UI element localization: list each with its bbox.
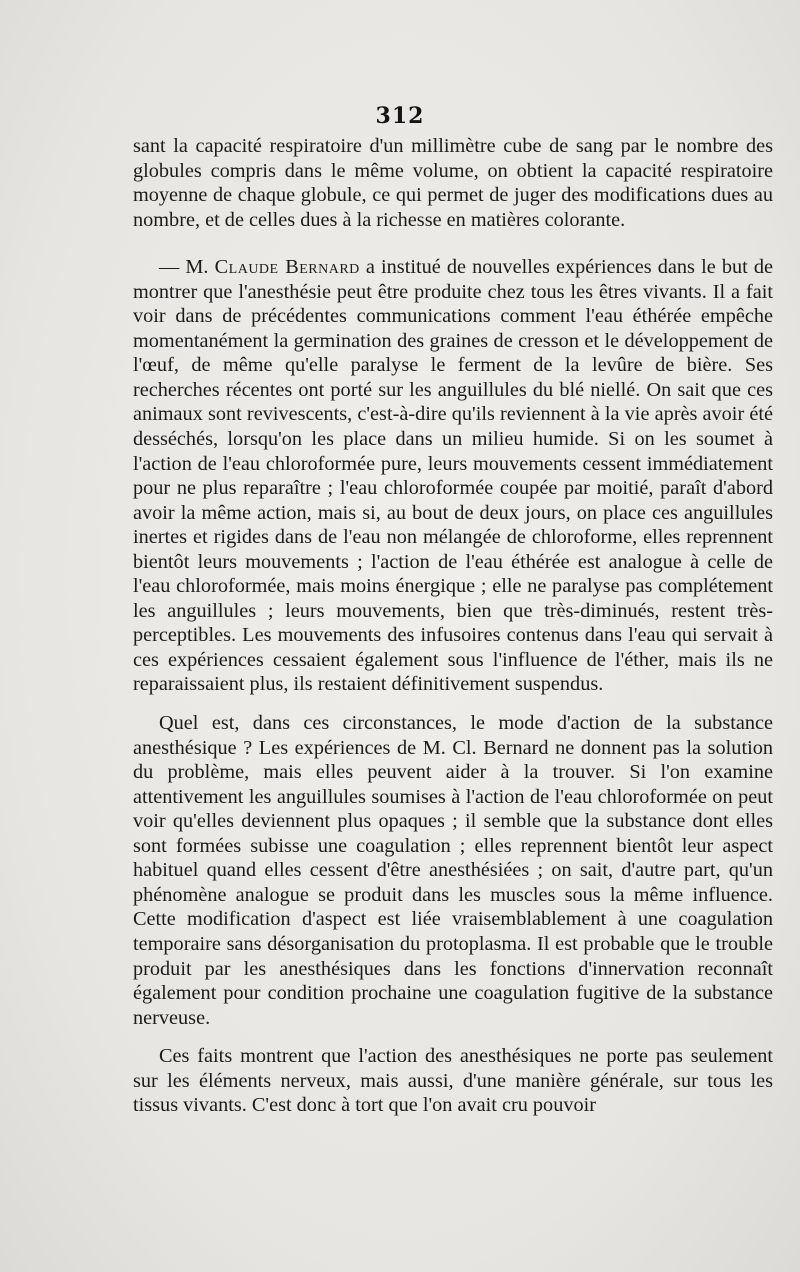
author-name: Claude Bernard (214, 256, 360, 279)
paragraph-conclusion: Ces faits montrent que l'action des anesthésiques ne porte pas seulement sur les éléments nerveux, mais aussi, d'une manière générale, sur tous les tissus vivants. C'est donc à tort que l'on avait cru pouvoir (133, 1045, 773, 1117)
paragraph-claude-bernard (133, 255, 773, 697)
page-number: 312 (375, 103, 425, 129)
text-column (133, 134, 773, 1118)
paragraph-lead: — M. (159, 256, 209, 279)
paragraph-body: a institué de nouvelles expériences dans le but de montrer que l'anesthésie peut être produite chez tous les êtres vivants. Il a fait voir dans de précédentes communications comment l'eau éthérée empêche momentanément la germination des graines de cresson et le développement de l'œuf, de même qu'elle paralyse le ferment de la levûre de bière. Ses recherches récentes ont porté sur les anguillules du blé niellé. On sait que ces animaux sont revivescents, c'est-à-dire qu'ils reviennent à la vie après avoir été desséchés, lorsqu'on les place dans un milieu humide. Si on les soumet à l'action de l'eau chloroformée pure, leurs mouvements cessent immédiatement pour ne plus reparaître ; l'eau chloroformée coupée par moitié, paraît d'abord avoir la même action, mais si, au bout de deux jours, on place ces anguillules inertes et rigides dans de l'eau non mélangée de chloroforme, elles reprennent bientôt leurs mouvements ; l'action de l'eau éthérée est analogue à celle de l'eau chloroformée, mais moins énergique ; elle ne paralyse pas complétement les anguillules ; leurs mouvements, bien que très-diminués, restent très-perceptibles. Les mouvements des infusoires contenus dans l'eau qui servait à ces expériences cessaient également sous l'influence de l'éther, mais ils ne reparaissaient plus, ils restaient définitivement suspendus. (133, 256, 773, 696)
paragraph-mode-of-action: Quel est, dans ces circonstances, le mode d'action de la substance anesthésique ? Les expériences de M. Cl. Bernard ne donnent pas la solution du problème, mais elles peuvent aider à la trouver. Si l'on examine attentivement les anguillules soumises à l'action de l'eau chloroformée on peut voir qu'elles deviennent plus opaques ; il semble que la substance dont elles sont formées subisse une coagulation ; elles reprennent bientôt leur aspect habituel quand elles cessent d'être anesthésiées ; on sait, d'autre part, qu'un phénomène analogue se produit dans les muscles sous la même influence. Cette modification d'aspect est liée vraisemblablement à une coagulation temporaire sans désorganisation du protoplasma. Il est probable que le trouble produit par les anesthésiques dans les fonctions d'innervation reconnaît également pour condition prochaine une coagulation fugitive de la substance nerveuse. (133, 712, 773, 1029)
paragraph-continuation: sant la capacité respiratoire d'un millimètre cube de sang par le nombre des globules compris dans le même volume, on obtient la capacité respiratoire moyenne de chaque globule, ce qui permet de juger des modifications dues au nombre, et de celles dues à la richesse en matières colorante. (133, 135, 773, 231)
